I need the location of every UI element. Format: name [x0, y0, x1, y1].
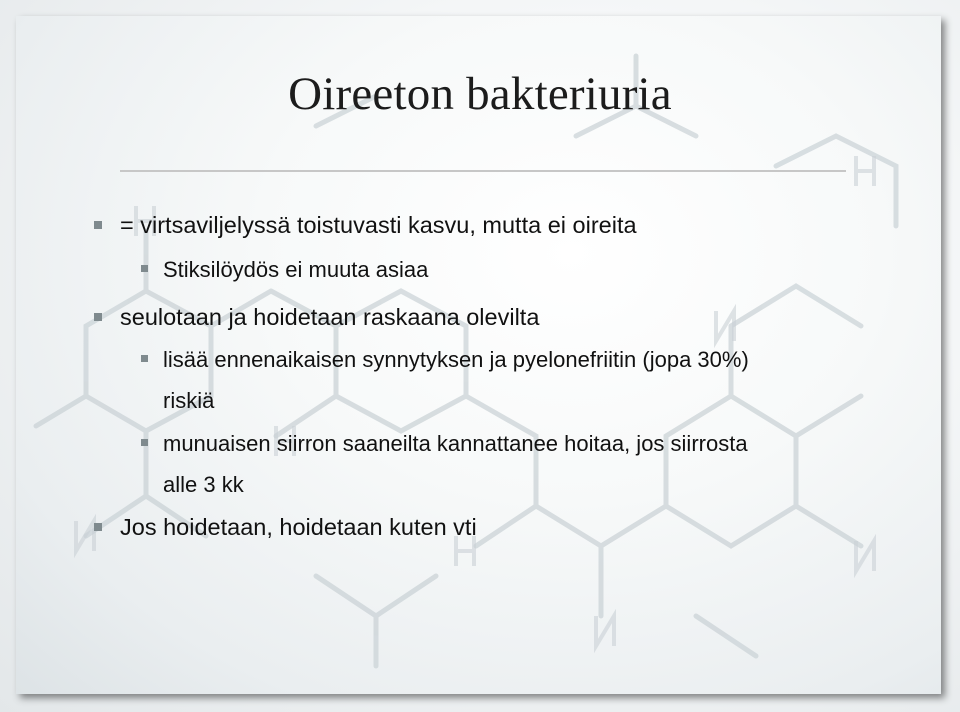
slide-title: Oireeton bakteriuria: [288, 68, 672, 120]
bullet-text: seulotaan ja hoidetaan raskaana olevilta: [120, 304, 540, 330]
bullet-item: [120, 507, 477, 548]
bullet-square-icon: [141, 355, 148, 362]
bullet-square-icon: [94, 523, 102, 531]
bullet-text: Stiksilöydös ei muuta asiaa: [163, 257, 429, 282]
sub-bullet-item: [163, 339, 749, 421]
sub-bullet-item: [163, 249, 428, 290]
bullet-text: Jos hoidetaan, hoidetaan kuten vti: [120, 514, 477, 540]
bullet-square-icon: [94, 313, 102, 321]
bullet-item: [120, 297, 539, 338]
bullet-text-line: riskiä: [163, 388, 215, 413]
bullet-text-line: lisää ennenaikaisen synnytyksen ja pyelonefriitin (jopa 30%): [163, 347, 749, 372]
bullet-square-icon: [141, 265, 148, 272]
bullet-item: [120, 205, 637, 246]
bullet-text-line: alle 3 kk: [163, 472, 244, 497]
bullet-square-icon: [141, 439, 148, 446]
bullet-text: = virtsaviljelyssä toistuvasti kasvu, mutta ei oireita: [120, 212, 637, 238]
bullet-square-icon: [94, 221, 102, 229]
bullet-text-line: munuaisen siirron saaneilta kannattanee hoitaa, jos siirrosta: [163, 431, 748, 456]
sub-bullet-item: [163, 423, 748, 505]
